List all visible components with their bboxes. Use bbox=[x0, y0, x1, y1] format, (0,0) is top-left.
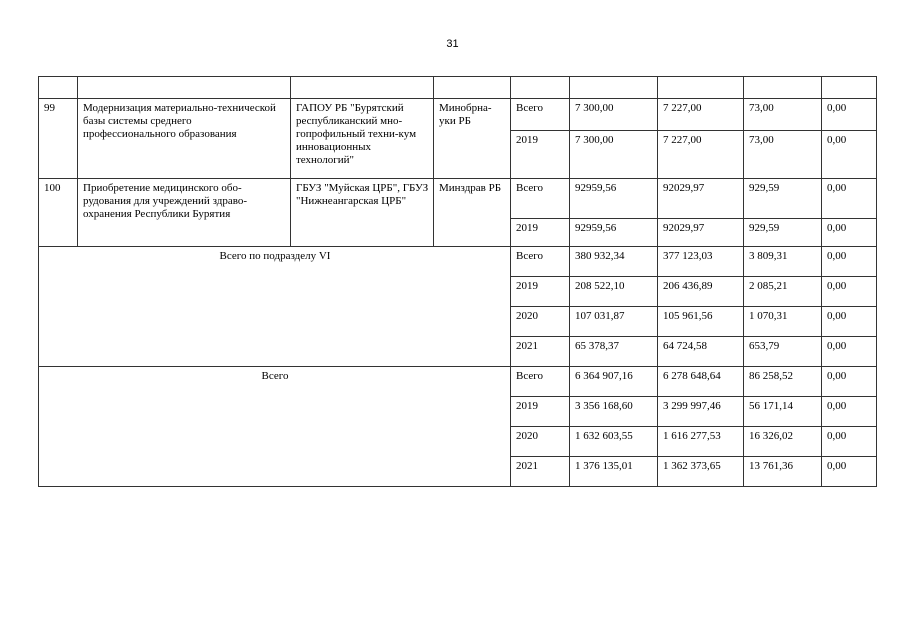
amount-total-cell: 6 364 907,16 bbox=[570, 367, 658, 397]
amount-federal-cell: 105 961,56 bbox=[658, 307, 744, 337]
subtotal-row bbox=[39, 247, 877, 277]
amount-other-cell: 0,00 bbox=[822, 219, 877, 247]
amount-total-cell: 1 376 135,01 bbox=[570, 457, 658, 487]
header-cell bbox=[434, 77, 511, 99]
header-cell bbox=[39, 77, 78, 99]
period-cell: 2019 bbox=[511, 219, 570, 247]
amount-federal-cell: 92029,97 bbox=[658, 179, 744, 219]
amount-total-cell: 65 378,37 bbox=[570, 337, 658, 367]
ministry: Минздрав РБ bbox=[434, 179, 511, 247]
amount-other-cell: 0,00 bbox=[822, 99, 877, 131]
amount-federal-cell: 377 123,03 bbox=[658, 247, 744, 277]
amount-regional-cell: 929,59 bbox=[744, 179, 822, 219]
header-cell bbox=[658, 77, 744, 99]
table-row bbox=[39, 99, 877, 131]
amount-total-cell: 208 522,10 bbox=[570, 277, 658, 307]
header-cell bbox=[570, 77, 658, 99]
header-cell bbox=[822, 77, 877, 99]
amount-regional-cell: 3 809,31 bbox=[744, 247, 822, 277]
period-cell: Всего bbox=[511, 99, 570, 131]
amount-total-cell: 7 300,00 bbox=[570, 99, 658, 131]
header-cell bbox=[78, 77, 291, 99]
total-row bbox=[39, 367, 877, 397]
amount-total-cell: 3 356 168,60 bbox=[570, 397, 658, 427]
amount-other-cell: 0,00 bbox=[822, 427, 877, 457]
amount-regional-cell: 2 085,21 bbox=[744, 277, 822, 307]
period-cell: 2019 bbox=[511, 397, 570, 427]
amount-total-cell: 107 031,87 bbox=[570, 307, 658, 337]
executor: ГАПОУ РБ "Бурятский республиканский мно-гопрофильный техни-кум инновационных технологий" bbox=[291, 99, 434, 179]
amount-regional-cell: 73,00 bbox=[744, 131, 822, 179]
period-cell: 2020 bbox=[511, 427, 570, 457]
row-number: 100 bbox=[39, 179, 78, 247]
period-cell: Всего bbox=[511, 247, 570, 277]
amount-other-cell: 0,00 bbox=[822, 397, 877, 427]
header-cell bbox=[511, 77, 570, 99]
row-number: 99 bbox=[39, 99, 78, 179]
period-cell: 2021 bbox=[511, 337, 570, 367]
amount-federal-cell: 206 436,89 bbox=[658, 277, 744, 307]
amount-regional-cell: 16 326,02 bbox=[744, 427, 822, 457]
amount-federal-cell: 7 227,00 bbox=[658, 131, 744, 179]
amount-regional-cell: 929,59 bbox=[744, 219, 822, 247]
total-label: Всего bbox=[39, 367, 511, 487]
amount-other-cell: 0,00 bbox=[822, 367, 877, 397]
period-cell: 2021 bbox=[511, 457, 570, 487]
amount-regional-cell: 86 258,52 bbox=[744, 367, 822, 397]
header-cell bbox=[744, 77, 822, 99]
executor: ГБУЗ "Муйская ЦРБ", ГБУЗ "Нижнеангарская ЦРБ" bbox=[291, 179, 434, 247]
amount-regional-cell: 56 171,14 bbox=[744, 397, 822, 427]
amount-other-cell: 0,00 bbox=[822, 277, 877, 307]
amount-total-cell: 92959,56 bbox=[570, 219, 658, 247]
amount-regional-cell: 73,00 bbox=[744, 99, 822, 131]
amount-other-cell: 0,00 bbox=[822, 131, 877, 179]
budget-table bbox=[38, 76, 877, 487]
amount-other-cell: 0,00 bbox=[822, 307, 877, 337]
period-cell: 2019 bbox=[511, 131, 570, 179]
amount-regional-cell: 653,79 bbox=[744, 337, 822, 367]
amount-federal-cell: 92029,97 bbox=[658, 219, 744, 247]
amount-regional-cell: 1 070,31 bbox=[744, 307, 822, 337]
amount-federal-cell: 3 299 997,46 bbox=[658, 397, 744, 427]
amount-total-cell: 7 300,00 bbox=[570, 131, 658, 179]
header-cell bbox=[291, 77, 434, 99]
measure-name: Приобретение медицинского обо-рудования для учреждений здраво-охранения Республики Бурятия bbox=[78, 179, 291, 247]
amount-other-cell: 0,00 bbox=[822, 457, 877, 487]
table-header-row bbox=[39, 77, 877, 99]
measure-name: Модернизация материально-технической базы системы среднего профессионального образования bbox=[78, 99, 291, 179]
table-row bbox=[39, 179, 877, 219]
amount-federal-cell: 7 227,00 bbox=[658, 99, 744, 131]
amount-federal-cell: 6 278 648,64 bbox=[658, 367, 744, 397]
period-cell: 2019 bbox=[511, 277, 570, 307]
amount-other-cell: 0,00 bbox=[822, 337, 877, 367]
ministry: Минобрна-уки РБ bbox=[434, 99, 511, 179]
period-cell: 2020 bbox=[511, 307, 570, 337]
amount-federal-cell: 64 724,58 bbox=[658, 337, 744, 367]
amount-other-cell: 0,00 bbox=[822, 179, 877, 219]
amount-other-cell: 0,00 bbox=[822, 247, 877, 277]
amount-regional-cell: 13 761,36 bbox=[744, 457, 822, 487]
amount-total-cell: 92959,56 bbox=[570, 179, 658, 219]
amount-total-cell: 380 932,34 bbox=[570, 247, 658, 277]
subtotal-label: Всего по подразделу VI bbox=[39, 247, 511, 367]
period-cell: Всего bbox=[511, 179, 570, 219]
amount-federal-cell: 1 362 373,65 bbox=[658, 457, 744, 487]
amount-federal-cell: 1 616 277,53 bbox=[658, 427, 744, 457]
amount-total-cell: 1 632 603,55 bbox=[570, 427, 658, 457]
page-number: 31 bbox=[446, 38, 459, 50]
period-cell: Всего bbox=[511, 367, 570, 397]
